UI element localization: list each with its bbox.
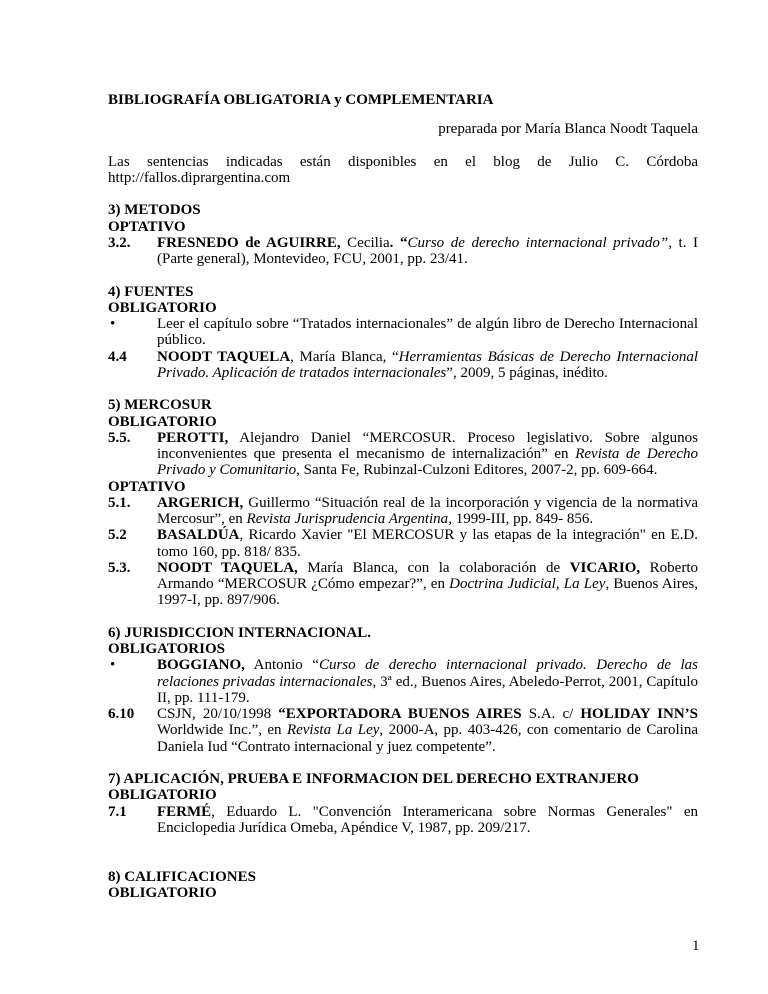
entry-number: 5.2 bbox=[108, 527, 127, 544]
entry-segment: Guillermo “Situación real de la incorporación y vigencia de la normativa Mercosur”, en bbox=[157, 494, 698, 527]
entry-text bbox=[157, 706, 698, 755]
entry-segment: VICARIO, bbox=[569, 559, 641, 576]
group-label: OBLIGATORIO bbox=[108, 299, 217, 316]
entry-number: 5.5. bbox=[108, 429, 131, 446]
entry-text bbox=[157, 804, 698, 837]
entry-number: 7.1 bbox=[108, 803, 127, 820]
entry-text bbox=[157, 316, 698, 349]
bullet-icon: • bbox=[110, 657, 116, 674]
entry-text bbox=[157, 560, 698, 609]
section bbox=[108, 771, 698, 836]
entry-segment: Antonio “ bbox=[244, 657, 319, 674]
bibliography-entry bbox=[108, 657, 698, 706]
bibliography-entry bbox=[108, 430, 698, 479]
entry-segment: Revista Jurisprudencia Argentina bbox=[246, 511, 449, 527]
entry-segment: “EXPORTADORA BUENOS AIRES bbox=[278, 706, 522, 722]
entry-segment: , 3ª ed., Buenos Aires, Abeledo-Perrot, 2001, Capítulo II, pp. 111-179. bbox=[157, 673, 699, 706]
bibliography-entry bbox=[108, 560, 698, 609]
section bbox=[108, 397, 698, 608]
entry-segment: , 2000-A, pp. 403-426, con comentario de Carolina Daniela Iud “Contrato internacional y juez competente”. bbox=[157, 722, 698, 755]
bibliography-entry bbox=[108, 349, 698, 382]
entry-number: 5.1. bbox=[108, 494, 131, 511]
bibliography-entry bbox=[108, 804, 698, 837]
section-heading: 4) FUENTES bbox=[108, 283, 194, 300]
entry-segment: NOODT TAQUELA, bbox=[157, 559, 298, 576]
sections-container bbox=[108, 202, 698, 901]
entry-segment: HOLIDAY INN’S bbox=[580, 706, 699, 722]
entry-segment: BOGGIANO, bbox=[157, 657, 245, 674]
entry-text bbox=[157, 430, 698, 479]
section-heading: 5) MERCOSUR bbox=[108, 397, 212, 414]
author-line: preparada por María Blanca Noodt Taquela bbox=[438, 121, 698, 137]
group-label: OPTATIVO bbox=[108, 218, 186, 235]
page-number: 1 bbox=[692, 938, 700, 954]
entry-segment: María Blanca, con la colaboración de bbox=[297, 559, 570, 576]
bibliography-entry bbox=[108, 495, 698, 528]
entry-segment: Roberto Armando “MERCOSUR ¿Cómo empezar?”, en bbox=[157, 559, 698, 592]
entry-segment: ARGERICH, bbox=[157, 494, 244, 511]
entry-segment: FERMÉ bbox=[157, 803, 212, 820]
section bbox=[108, 869, 698, 902]
entry-segment: Revista La Ley bbox=[286, 722, 380, 739]
section-heading: 3) METODOS bbox=[108, 202, 201, 219]
entry-text bbox=[157, 235, 698, 268]
entry-segment: ”, 2009, 5 páginas, inédito. bbox=[446, 364, 608, 381]
entry-segment: t. I (Parte general), Montevideo, FCU, 2001, pp. 23/41. bbox=[157, 234, 699, 267]
entry-segment: , María Blanca, “ bbox=[290, 348, 399, 365]
document-page bbox=[108, 92, 698, 901]
section bbox=[108, 625, 698, 755]
entry-segment: Leer el capítulo sobre “Tratados internacionales” de algún libro de Derecho Internacional público. bbox=[157, 316, 698, 349]
section bbox=[108, 202, 698, 267]
entry-segment: PEROTTI, bbox=[157, 429, 229, 446]
note-text: Las sentencias indicadas están disponibles en el blog de Julio C. Córdoba bbox=[108, 153, 698, 170]
entry-text bbox=[157, 657, 698, 706]
entry-segment: Worldwide Inc.”, en bbox=[157, 722, 287, 739]
entry-segment: FRESNEDO de AGUIRRE, bbox=[157, 234, 341, 251]
entry-number: 5.3. bbox=[108, 559, 131, 576]
entry-text bbox=[157, 349, 698, 382]
bibliography-entry bbox=[108, 706, 698, 755]
entry-number: 6.10 bbox=[108, 706, 135, 722]
document-title: BIBLIOGRAFÍA OBLIGATORIA y COMPLEMENTARIA bbox=[108, 92, 494, 108]
entry-segment: BASALDÚA bbox=[157, 527, 240, 544]
entry-segment: S.A. c/ bbox=[521, 706, 581, 722]
entry-segment: Revista de Derecho Privado y Comunitario bbox=[157, 446, 698, 479]
entry-segment: Curso de derecho internacional privado. Derecho de las relaciones privadas internacionales bbox=[157, 657, 699, 690]
entry-segment: Herramientas Básicas de Derecho Internacional Privado. Aplicación de tratados internacionales bbox=[157, 348, 699, 381]
entry-segment: , 1999-III, pp. 849- 856. bbox=[448, 511, 594, 527]
entry-segment: CSJN, 20/10/1998 bbox=[157, 706, 279, 722]
group-label: OBLIGATORIO bbox=[108, 884, 217, 901]
group-label: OBLIGATORIOS bbox=[108, 641, 225, 657]
group-label: OPTATIVO bbox=[108, 478, 186, 495]
entry-segment: , Eduardo L. "Convención Interamericana sobre Normas Generales" en Enciclopedia Jurídica Omeba, Apéndice V, 1987, pp. 209/217. bbox=[157, 803, 698, 836]
group-label: OBLIGATORIO bbox=[108, 787, 217, 804]
entry-text bbox=[157, 527, 698, 560]
entry-segment: . “ bbox=[389, 234, 408, 251]
bibliography-entry bbox=[108, 527, 698, 560]
entry-segment: Alejandro Daniel “MERCOSUR. Proceso legislativo. Sobre algunos inconvenientes que presenta el mecanismo de internalización” en bbox=[157, 429, 698, 462]
entry-segment: , Santa Fe, Rubinzal-Culzoni Editores, 2007-2, pp. 609-664. bbox=[296, 462, 658, 479]
bullet-icon: • bbox=[110, 316, 116, 332]
group-label: OBLIGATORIO bbox=[108, 413, 217, 430]
entry-number: 3.2. bbox=[108, 234, 131, 251]
bibliography-entry bbox=[108, 235, 698, 268]
note-url[interactable]: http://fallos.diprargentina.com bbox=[108, 169, 291, 186]
entry-text bbox=[157, 495, 698, 528]
bibliography-entry bbox=[108, 316, 698, 349]
section-heading: 8) CALIFICACIONES bbox=[108, 868, 256, 885]
entry-number: 4.4 bbox=[108, 348, 127, 365]
entry-segment: Curso de derecho internacional privado”, bbox=[407, 234, 672, 251]
entry-segment: NOODT TAQUELA bbox=[157, 348, 291, 365]
entry-segment: Cecilia bbox=[340, 234, 390, 251]
section bbox=[108, 284, 698, 382]
section-heading: 7) APLICACIÓN, PRUEBA E INFORMACION DEL DERECHO EXTRANJERO bbox=[108, 771, 639, 787]
entry-segment: Doctrina Judicial, La Ley bbox=[449, 576, 606, 592]
entry-segment: , Ricardo Xavier "El MERCOSUR y las etapas de la integración" en E.D. tomo 160, pp. 818/ 835. bbox=[157, 527, 698, 560]
section-heading: 6) JURISDICCION INTERNACIONAL. bbox=[108, 624, 371, 641]
entry-segment: , Buenos Aires, 1997-I, pp. 897/906. bbox=[157, 576, 698, 609]
